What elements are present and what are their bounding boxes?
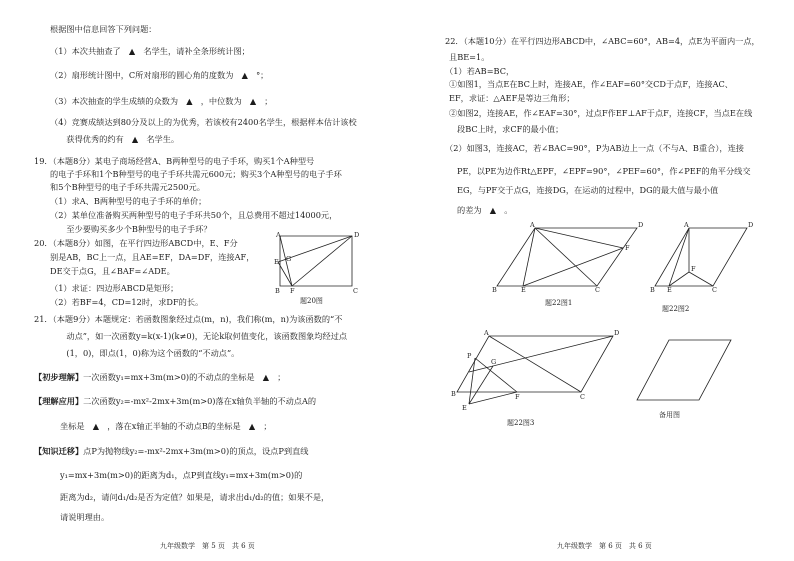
q22-figure-1 bbox=[492, 221, 647, 294]
q22-fig1-label-f: F bbox=[625, 244, 630, 252]
q19-line2: 的电子手环和1个B种型号的电子手环共需元600元；购买3个A种型号的电子手环 bbox=[50, 169, 342, 179]
q20-line5: （2）若BF=4，CD=12时，求DF的长。 bbox=[50, 297, 204, 307]
q22-fig3-label-a: A bbox=[484, 329, 489, 337]
q20-line1: 20．（本题8分）如图，在平行四边形ABCD中，E、F分 bbox=[34, 238, 238, 248]
q21-line1: 21．（本题9分）本题规定：若函数图象经过点(m，n)，我们称(m，n)为该函数的“不 bbox=[34, 314, 343, 324]
q20-label-f: F bbox=[290, 287, 295, 295]
q18-part4: （4）竞赛成绩达到80分及以上的为优秀，若该校有2400名学生，根据样本估计该校 bbox=[50, 117, 357, 127]
q20-figure bbox=[266, 231, 360, 296]
q20-line3: DE交于点G，且∠BAF=∠ADE。 bbox=[50, 266, 175, 276]
q20-line2: 别是AB，BC上一点，且AE=EF，DA=DF，连接AF， bbox=[50, 252, 255, 262]
q19-line5: （2）某单位准备购买两种型号的电子手环共50个，且总费用不超过14000元， bbox=[50, 210, 338, 220]
q22-line1: 22．（本题10分）在平行四边形ABCD中，∠ABC=60°，AB=4，点E为平面内一点， bbox=[445, 36, 760, 46]
q21-line3: (1，0)，即点(1，0)称为这个函数的“不动点”。 bbox=[50, 348, 240, 358]
q19-line6: 至少要购买多少个B种型号的电子手环？ bbox=[50, 224, 212, 234]
q20-label-g: G bbox=[286, 255, 292, 263]
q22-fig3-ef bbox=[469, 392, 517, 404]
q22-caption-3: 题22图3 bbox=[507, 419, 535, 427]
q20-label-d: D bbox=[354, 231, 360, 239]
q22-fig3-label-c: C bbox=[580, 393, 585, 401]
q21-task2-head: 【理解应用】 bbox=[34, 396, 84, 406]
q22-fig1-label-d: D bbox=[638, 221, 644, 229]
q22-line6: ②如图2，连接AE，作∠EAF=30°，过点F作EF⊥AF于点F，连接CF，当点E在线 bbox=[449, 108, 753, 118]
q21-task1 bbox=[34, 372, 285, 383]
q18-part1: （1）本次共抽查了 ▲ 名学生，请补全条形统计图； bbox=[50, 46, 250, 56]
q19-line3: 和5个B种型号的电子手环共需元2500元。 bbox=[50, 182, 205, 192]
q21-task1-text: 一次函数y₁=mx+3m(m>0)的不动点的坐标是 ▲ ； bbox=[83, 372, 286, 382]
q18-part4b: 获得优秀的约有 ▲ 名学生。 bbox=[50, 134, 180, 144]
q22-fig3-label-f: F bbox=[515, 393, 520, 401]
q18-part3: （3）本次抽查的学生成绩的众数为 ▲ ，中位数为 ▲ ； bbox=[50, 96, 273, 106]
q22-fig3-label-e: E bbox=[462, 404, 467, 412]
q22-caption-2: 题22图2 bbox=[662, 305, 690, 313]
q19-line1: 19．（本题8分）某电子商场经营A、B两种型号的电子手环，购买1个A种型号 bbox=[34, 156, 315, 166]
q21-task2 bbox=[34, 396, 316, 407]
q22-fig3-eg bbox=[469, 366, 493, 404]
q22-fig2-label-c: C bbox=[712, 286, 717, 294]
q22-fig3-ac bbox=[489, 336, 581, 392]
q22-figure-2 bbox=[650, 221, 755, 294]
q22-figure-spare bbox=[637, 336, 737, 406]
q22-fig3-dg bbox=[469, 336, 613, 372]
q22-fig3-label-b: B bbox=[451, 390, 456, 398]
q22-caption-spare: 备用图 bbox=[659, 411, 680, 419]
q18-part2: （2）扇形统计图中，C所对扇形的圆心角的度数为 ▲ °； bbox=[50, 70, 269, 80]
q22-figure-3 bbox=[451, 329, 620, 412]
q22-fig2-label-a: A bbox=[684, 221, 689, 229]
q22-fig1-label-a: A bbox=[530, 221, 535, 229]
q22-fig1-label-e: E bbox=[521, 286, 526, 294]
q22-line7: 段BC上时，求CF的最小值； bbox=[457, 124, 564, 134]
q22-fig3-label-d: D bbox=[614, 329, 620, 337]
q22-line3: （1）若AB=BC， bbox=[445, 66, 515, 76]
q18-intro: 根据图中信息回答下列问题： bbox=[50, 24, 157, 34]
q21-task3c: 距离为d₂，请问d₁/d₂是否为定值？如果是，请求出d₁/d₂的值；如果不是， bbox=[60, 492, 330, 502]
left-footer: 九年级数学 第 5 页 共 6 页 bbox=[160, 542, 255, 550]
right-footer: 九年级数学 第 6 页 共 6 页 bbox=[557, 542, 652, 550]
q21-task2b: 坐标是 ▲ ，落在x轴正半轴的不动点B的坐标是 ▲ ； bbox=[60, 421, 272, 431]
q22-line10: EG，与PF交于点G，连接DG，在运动的过程中，DG的最大值与最小值 bbox=[457, 185, 719, 195]
q22-fig2-label-f: F bbox=[691, 265, 696, 273]
q21-line2: 动点”，如一次函数y=k(x-1)(k≠0)，无论k取何值变化，该函数图象均经过点 bbox=[50, 331, 348, 341]
q22-fig2-fc bbox=[689, 272, 713, 286]
q20-figure-caption: 题20图 bbox=[300, 297, 323, 305]
q20-line4: （1）求证：四边形ABCD是矩形； bbox=[50, 283, 179, 293]
q21-task3 bbox=[34, 446, 308, 457]
q22-fig3-label-g: G bbox=[491, 358, 497, 366]
q22-spare-parallelogram bbox=[637, 340, 731, 400]
q22-fig1-ac bbox=[535, 228, 597, 286]
q22-line2: 且BE=1。 bbox=[449, 52, 490, 62]
q20-label-a: A bbox=[276, 231, 281, 239]
q22-fig1-label-c: C bbox=[595, 286, 600, 294]
q21-task1-head: 【初步理解】 bbox=[34, 372, 84, 382]
q22-fig1-ef bbox=[523, 248, 623, 286]
q22-fig3-label-p: P bbox=[467, 352, 472, 360]
q21-task3-head: 【知识迁移】 bbox=[34, 446, 84, 456]
q19-line4: （1）求A、B两种型号的电子手环的单价； bbox=[50, 196, 207, 206]
q22-fig2-label-d: D bbox=[748, 221, 754, 229]
q21-task3b: y₁=mx+3m(m>0)的距离为d₁，点P到直线y₁=mx+3m(m>0)的 bbox=[60, 470, 303, 480]
q22-line11: 的差为 ▲ 。 bbox=[457, 205, 513, 215]
q22-fig3-pe bbox=[469, 358, 475, 404]
q21-task3d: 请说明理由。 bbox=[60, 512, 110, 522]
q22-fig1-label-b: B bbox=[492, 286, 497, 294]
q21-task3-text: 点P为抛物线y₂=-mx²-2mx+3m(m>0)的顶点，设点P到直线 bbox=[83, 446, 309, 456]
q22-line4: ①如图1，当点E在BC上时，连接AE，作∠EAF=60°交CD于点F，连接AC、 bbox=[449, 79, 733, 89]
q22-caption-1: 题22图1 bbox=[545, 299, 573, 307]
q22-line5: EF，求证：△AEF是等边三角形； bbox=[449, 93, 575, 103]
q22-fig2-label-b: B bbox=[650, 286, 655, 294]
q22-line8: （2）如图3，连接AC，若∠BAC=90°，P为AB边上一点（不与A、B重合），连接 bbox=[445, 143, 744, 153]
q22-fig2-label-e: E bbox=[667, 286, 672, 294]
q20-label-c: C bbox=[353, 287, 358, 295]
q22-fig2-parallelogram bbox=[655, 228, 747, 286]
q22-fig2-ef bbox=[669, 272, 689, 286]
q20-label-b: B bbox=[275, 287, 280, 295]
q20-line-df bbox=[292, 236, 352, 286]
q21-task2-text: 二次函数y₂=-mx²-2mx+3m(m>0)落在x轴负半轴的不动点A的 bbox=[83, 396, 317, 406]
q20-label-e: E bbox=[274, 258, 279, 266]
q22-line9: PE，以PE为边作Rt△EPF，∠EPF=90°，∠PEF=60°，作∠PEF的角平分线交 bbox=[457, 166, 751, 176]
q22-fig1-parallelogram bbox=[497, 228, 637, 286]
right-page bbox=[397, 0, 794, 561]
q22-fig1-af bbox=[535, 228, 623, 248]
